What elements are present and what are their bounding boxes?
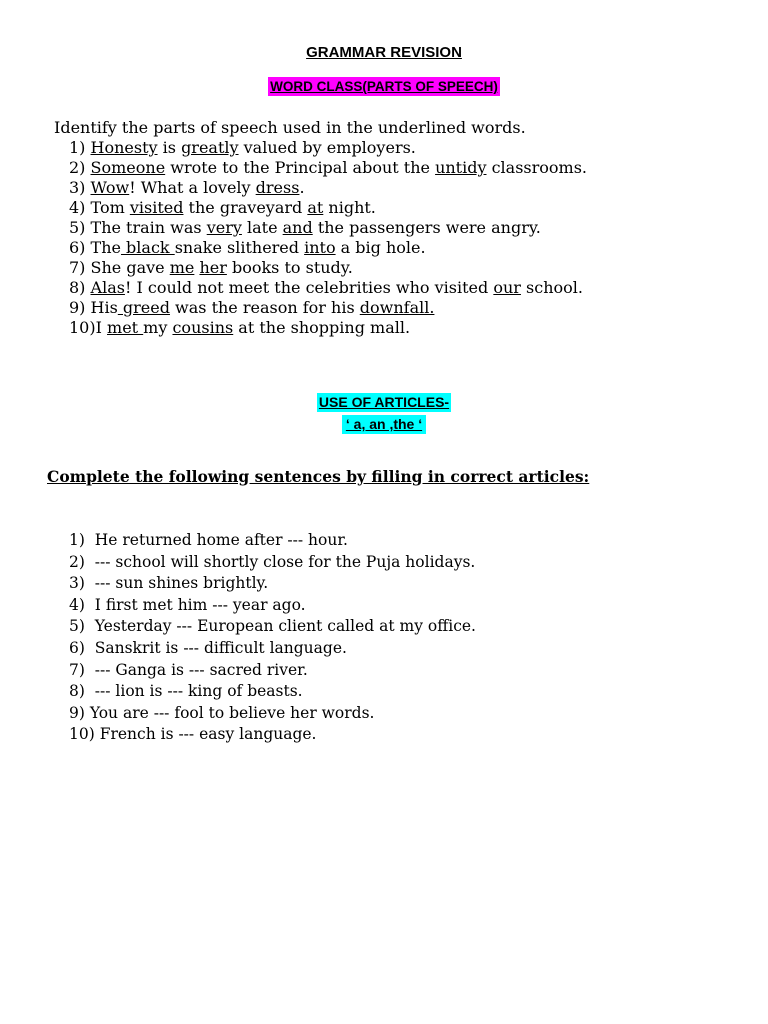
sentence-text: ! What a lovely	[129, 178, 256, 197]
item-number: 10)	[69, 318, 96, 337]
page-title: GRAMMAR REVISION	[306, 44, 462, 61]
underlined-word: greed	[117, 298, 170, 317]
item-number: 1)	[69, 138, 91, 157]
underlined-word: Someone	[90, 158, 166, 177]
underlined-word: black	[120, 238, 175, 257]
sentence-text: late	[241, 218, 283, 237]
item-number: 8)	[69, 278, 91, 297]
articles-heading: USE OF ARTICLES-	[318, 394, 450, 410]
article-exercise-item: 8) --- lion is --- king of beasts.	[69, 682, 303, 701]
article-exercise-item: 6) Sanskrit is --- difficult language.	[69, 638, 347, 657]
parts-of-speech-item	[69, 318, 587, 338]
articles-subheading-wrap	[0, 415, 768, 434]
sentence-text: at the shopping mall.	[233, 318, 411, 337]
underlined-word: untidy	[435, 158, 487, 177]
underlined-word: dress	[255, 178, 300, 197]
underlined-word: our	[493, 278, 521, 297]
sentence-text: the graveyard	[183, 198, 308, 217]
parts-of-speech-item	[69, 138, 587, 158]
underlined-word: met	[107, 318, 144, 337]
article-exercise-item: 10) French is --- easy language.	[69, 725, 317, 744]
articles-heading-wrap	[0, 393, 768, 412]
article-exercise-item: 5) Yesterday --- European client called at my office.	[69, 617, 476, 636]
item-number: 3)	[69, 178, 91, 197]
underlined-word: cousins	[172, 318, 234, 337]
articles-subheading: ‘ a, an ,the ‘	[342, 415, 426, 434]
sentence-text: His	[90, 298, 118, 317]
underlined-word: at	[307, 198, 324, 217]
sentence-text: classrooms.	[486, 158, 588, 177]
sentence-text: valued by employers.	[238, 138, 416, 157]
parts-of-speech-item	[69, 278, 587, 298]
parts-of-speech-list	[69, 138, 587, 338]
articles-instruction: Complete the following sentences by filling in correct articles:	[47, 467, 590, 486]
parts-of-speech-item	[69, 298, 587, 318]
sentence-text: the passengers were angry.	[312, 218, 541, 237]
sentence-text: school.	[520, 278, 583, 297]
underlined-word: her	[199, 258, 227, 277]
word-class-heading: WORD CLASS(PARTS OF SPEECH)	[270, 79, 498, 94]
parts-of-speech-instruction: Identify the parts of speech used in the underlined words.	[54, 118, 526, 137]
parts-of-speech-item	[69, 258, 587, 278]
parts-of-speech-item	[69, 218, 587, 238]
parts-of-speech-item	[69, 238, 587, 258]
parts-of-speech-item	[69, 198, 587, 218]
parts-of-speech-item	[69, 178, 587, 198]
article-exercise-item: 4) I first met him --- year ago.	[69, 595, 306, 614]
sentence-text: snake slithered	[174, 238, 305, 257]
sentence-text: night.	[323, 198, 376, 217]
sentence-text: was the reason for his	[169, 298, 360, 317]
word-class-heading-wrap	[0, 77, 768, 96]
sentence-text: .	[299, 178, 305, 197]
underlined-word: Wow	[90, 178, 130, 197]
article-exercise-item: 2) --- school will shortly close for the Puja holidays.	[69, 552, 476, 571]
sentence-text: She gave	[90, 258, 170, 277]
sentence-text: ! I could not meet the celebrities who visited	[124, 278, 494, 297]
sentence-text: a big hole.	[335, 238, 426, 257]
article-exercise-item: 3) --- sun shines brightly.	[69, 574, 269, 593]
underlined-word: me	[169, 258, 195, 277]
item-number: 7)	[69, 258, 91, 277]
underlined-word: greatly	[181, 138, 239, 157]
underlined-word: very	[206, 218, 242, 237]
sentence-text: wrote to the Principal about the	[165, 158, 436, 177]
underlined-word: Alas	[90, 278, 125, 297]
parts-of-speech-item	[69, 158, 587, 178]
article-exercise-item: 7) --- Ganga is --- sacred river.	[69, 660, 308, 679]
articles-list	[69, 530, 476, 746]
sentence-text: Tom	[90, 198, 130, 217]
sentence-text: is	[157, 138, 182, 157]
sentence-text: books to study.	[226, 258, 353, 277]
article-exercise-item: 9) You are --- fool to believe her words.	[69, 703, 375, 722]
item-number: 5)	[69, 218, 91, 237]
item-number: 2)	[69, 158, 91, 177]
underlined-word: downfall.	[359, 298, 435, 317]
article-exercise-item: 1) He returned home after --- hour.	[69, 531, 348, 549]
underlined-word: visited	[129, 198, 184, 217]
sentence-text: I	[95, 318, 108, 337]
underlined-word: Honesty	[90, 138, 158, 157]
underlined-word: and	[282, 218, 313, 237]
item-number: 9)	[69, 298, 91, 317]
sentence-text: The train was	[90, 218, 207, 237]
sentence-text: my	[143, 318, 173, 337]
item-number: 6)	[69, 238, 91, 257]
item-number: 4)	[69, 198, 91, 217]
underlined-word: into	[304, 238, 336, 257]
sentence-text: The	[90, 238, 121, 257]
